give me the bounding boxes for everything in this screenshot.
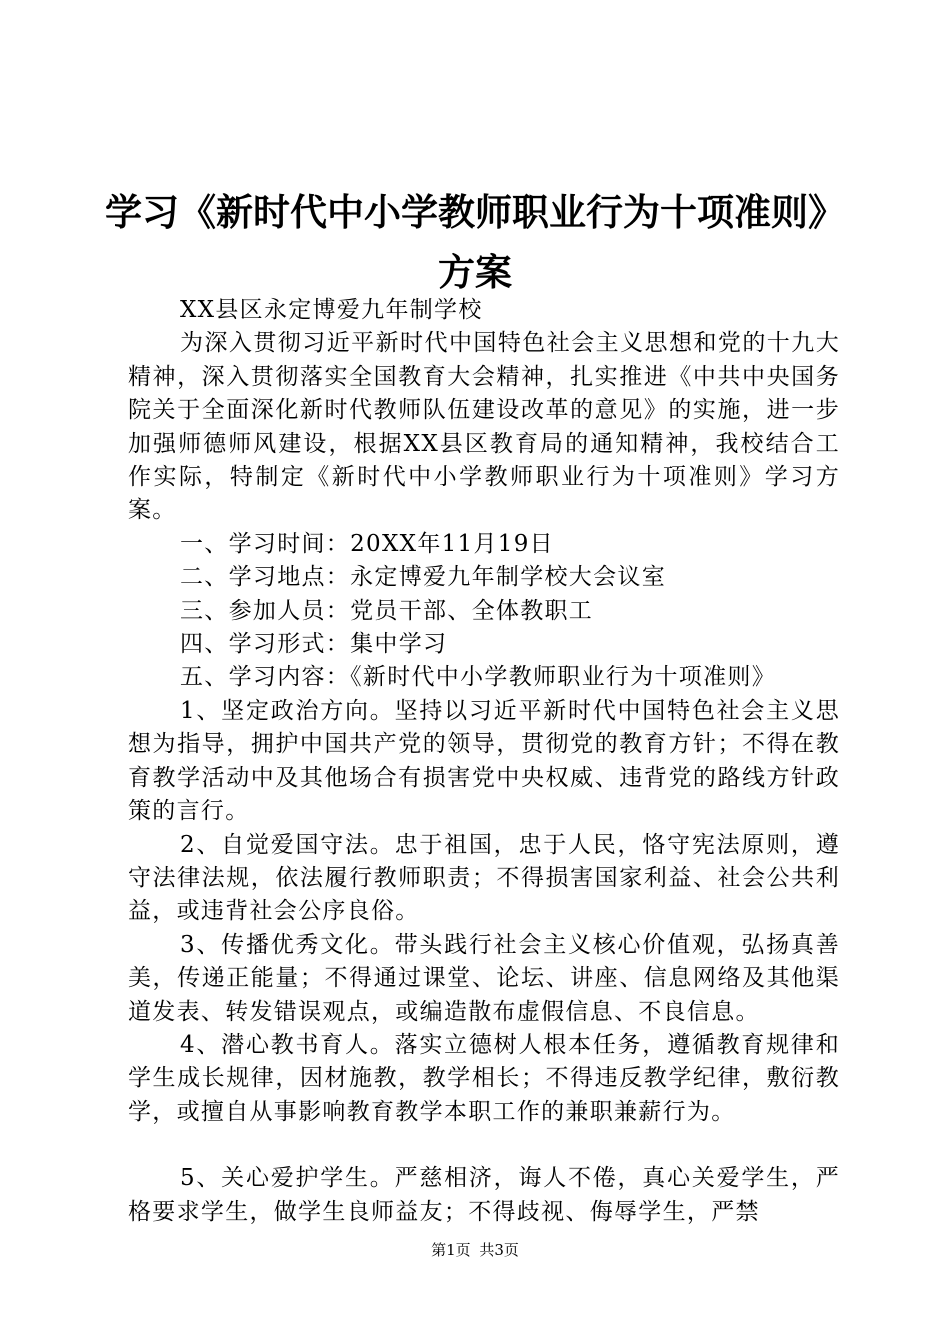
- rule-1: 1、坚定政治方向。坚持以习近平新时代中国特色社会主义思想为指导，拥护中国共产党的领导，贯彻党的教育方针；不得在教育教学活动中及其他场合有损害党中央权威、违背党的路线方针政策的言行。: [128, 697, 840, 825]
- study-location: 二、学习地点：永定博爱九年制学校大会议室: [180, 564, 666, 591]
- page-footer: [0, 1240, 950, 1260]
- document-body: [128, 294, 840, 1229]
- intro-paragraph: 为深入贯彻习近平新时代中国特色社会主义思想和党的十九大精神，深入贯彻落实全国教育大会精神，扎实推进《中共中央国务院关于全面深化新时代教师队伍建设改革的意见》的实施，进一步加强师德师风建设，根据XX县区教育局的通知精神，我校结合工作实际，特制定《新时代中小学教师职业行为十项准则》学习方案。: [128, 330, 840, 524]
- rule-4: 4、潜心教书育人。落实立德树人根本任务，遵循教育规律和学生成长规律，因材施教，教学相长；不得违反教学纪律，敷衍教学，或擅自从事影响教育教学本职工作的兼职兼薪行为。: [128, 1031, 840, 1125]
- document-title-line-2: 方案: [438, 250, 512, 294]
- rule-2: 2、自觉爱国守法。忠于祖国，忠于人民，恪守宪法原则，遵守法律法规，依法履行教师职责；不得损害国家利益、社会公共利益，或违背社会公序良俗。: [128, 831, 840, 925]
- study-content: 五、学习内容：《新时代中小学教师职业行为十项准则》: [180, 664, 776, 691]
- study-time: 一、学习时间：20XX年11月19日: [180, 530, 554, 557]
- participants: 三、参加人员：党员干部、全体教职工: [180, 597, 594, 624]
- study-format: 四、学习形式：集中学习: [180, 631, 448, 658]
- school-name: XX县区永定博爱九年制学校: [180, 297, 483, 323]
- rule-5: 5、关心爱护学生。严慈相济，诲人不倦，真心关爱学生，严格要求学生，做学生良师益友；不得歧视、侮辱学生，严禁: [128, 1165, 840, 1225]
- document-title-line-1: 学习《新时代中小学教师职业行为十项准则》: [105, 190, 845, 234]
- rule-3: 3、传播优秀文化。带头践行社会主义核心价值观，弘扬真善美，传递正能量；不得通过课堂、论坛、讲座、信息网络及其他渠道发表、转发错误观点，或编造散布虚假信息、不良信息。: [128, 931, 840, 1025]
- page-total: 共3页: [479, 1241, 519, 1259]
- page-number: 第1页: [431, 1241, 471, 1259]
